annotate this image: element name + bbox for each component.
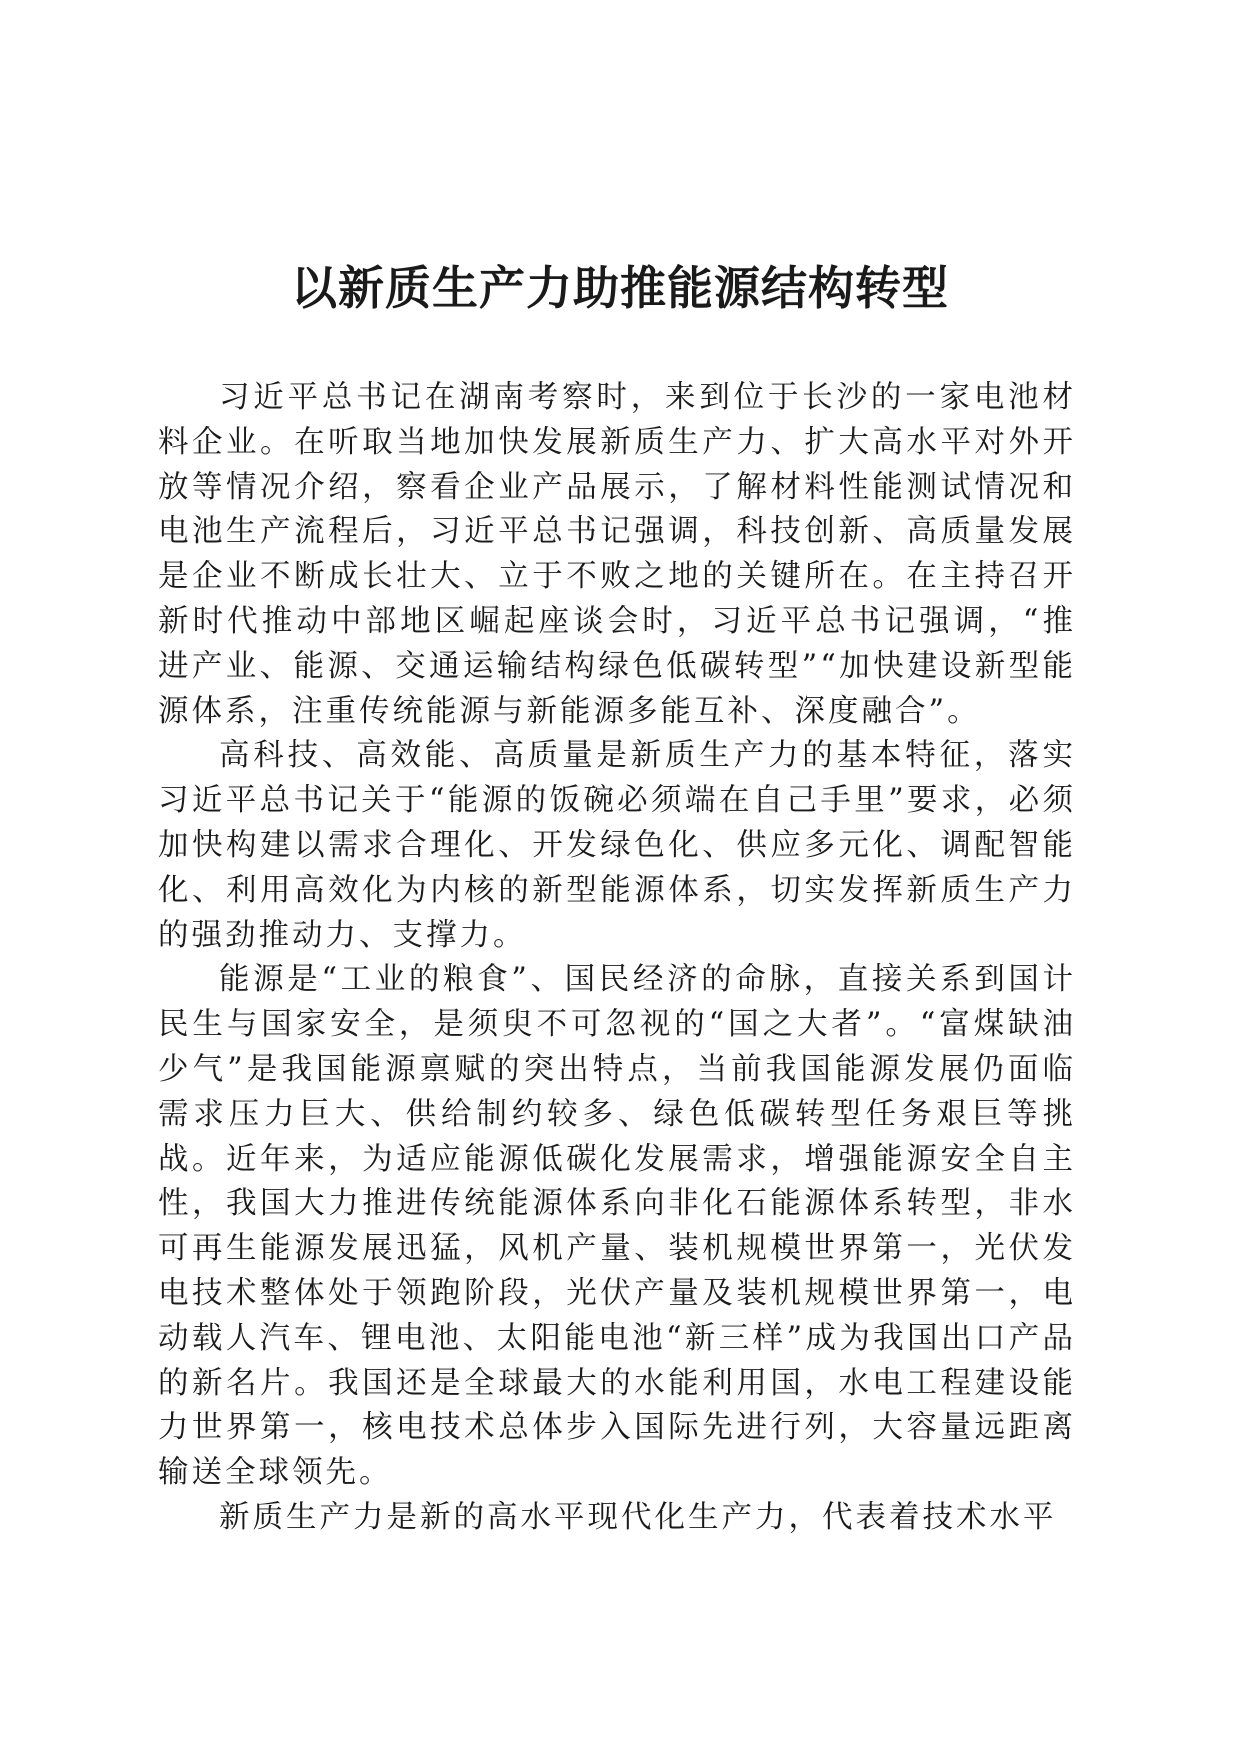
document-title: 以新质生产力助推能源结构转型 [291,261,949,315]
paragraph: 新质生产力是新的高水平现代化生产力，代表着技术水平 [219,1499,1057,1535]
paragraph: 习近平总书记在湖南考察时，来到位于长沙的一家电池材料企业。在听取当地加快发展新质生产力、扩大高水平对外开放等情况介绍，察看企业产品展示，了解材料性能测试情况和电池生产流程后，习近平总书记强调，科技创新、高质量发展是企业不断成长壮大、立于不败之地的关键所在。在主持召开新时代推动中部地区崛起座谈会时，习近平总书记强调，“推进产业、能源、交通运输结构绿色低碳转型”“加快建设新型能源体系，注重传统能源与新能源多能互补、深度融合”。 [158,380,1076,729]
paragraph: 高科技、高效能、高质量是新质生产力的基本特征，落实习近平总书记关于“能源的饭碗必须端在自己手里”要求，必须加快构建以需求合理化、开发绿色化、供应多元化、调配智能化、利用高效化为内核的新型能源体系，切实发挥新质生产力的强劲推动力、支撑力。 [158,738,1076,953]
paragraph: 能源是“工业的粮食”、国民经济的命脉，直接关系到国计民生与国家安全，是须臾不可忽视的“国之大者”。“富煤缺油少气”是我国能源禀赋的突出特点，当前我国能源发展仍面临需求压力巨大、供给制约较多、绿色低碳转型任务艰巨等挑战。近年来，为适应能源低碳化发展需求，增强能源安全自主性，我国大力推进传统能源体系向非化石能源体系转型，非水可再生能源发展迅猛，风机产量、装机规模世界第一，光伏发电技术整体处于领跑阶段，光伏产量及装机规模世界第一，电动载人汽车、锂电池、太阳能电池“新三样”成为我国出口产品的新名片。我国还是全球最大的水能利用国，水电工程建设能力世界第一，核电技术总体步入国际先进行列，大容量远距离输送全球领先。 [158,962,1076,1491]
document-body [158,376,1076,1541]
